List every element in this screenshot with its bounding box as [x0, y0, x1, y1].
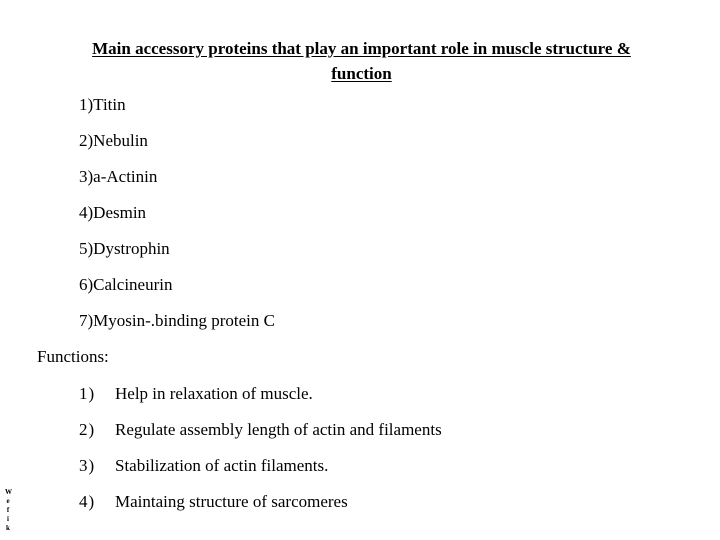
page-title: [0, 36, 720, 86]
side-watermark-text: [5, 488, 11, 533]
function-text: Maintaing structure of sarcomeres: [115, 492, 348, 511]
function-list: [79, 384, 442, 528]
protein-list: [79, 95, 275, 347]
page-title-line-2: function: [331, 64, 392, 83]
side-mark-char: k: [6, 524, 10, 532]
protein-item-nebulin: 2)Nebulin: [79, 131, 148, 150]
side-mark-char: i: [7, 515, 9, 523]
function-item: [79, 492, 442, 528]
protein-item-calcineurin: 6)Calcineurin: [79, 275, 173, 294]
page-title-line-1: Main accessory proteins that play an important role in muscle structure &: [92, 39, 631, 58]
protein-item-dystrophin: 5)Dystrophin: [79, 239, 170, 258]
side-mark-char: W: [5, 488, 12, 496]
protein-item-desmin: 4)Desmin: [79, 203, 147, 222]
side-mark-char: e: [6, 497, 10, 505]
protein-item-actinin: 3)a-Actinin: [79, 167, 158, 186]
protein-item-titin: 1)Titin: [79, 95, 126, 114]
protein-item-myosin-binding-protein-c: 7)Myosin-.binding protein C: [79, 311, 275, 330]
side-mark-char: f: [6, 506, 10, 514]
function-number: 2): [79, 420, 96, 439]
function-item: [79, 456, 442, 492]
function-number: 3): [79, 456, 96, 475]
function-number: 4): [79, 492, 96, 511]
function-text: Stabilization of actin filaments.: [115, 456, 329, 475]
functions-heading: Functions:: [37, 347, 109, 366]
function-text: Help in relaxation of muscle.: [115, 384, 313, 403]
function-item: [79, 420, 442, 456]
function-text: Regulate assembly length of actin and filaments: [115, 420, 442, 439]
function-item: [79, 384, 442, 420]
function-number: 1): [79, 384, 96, 403]
